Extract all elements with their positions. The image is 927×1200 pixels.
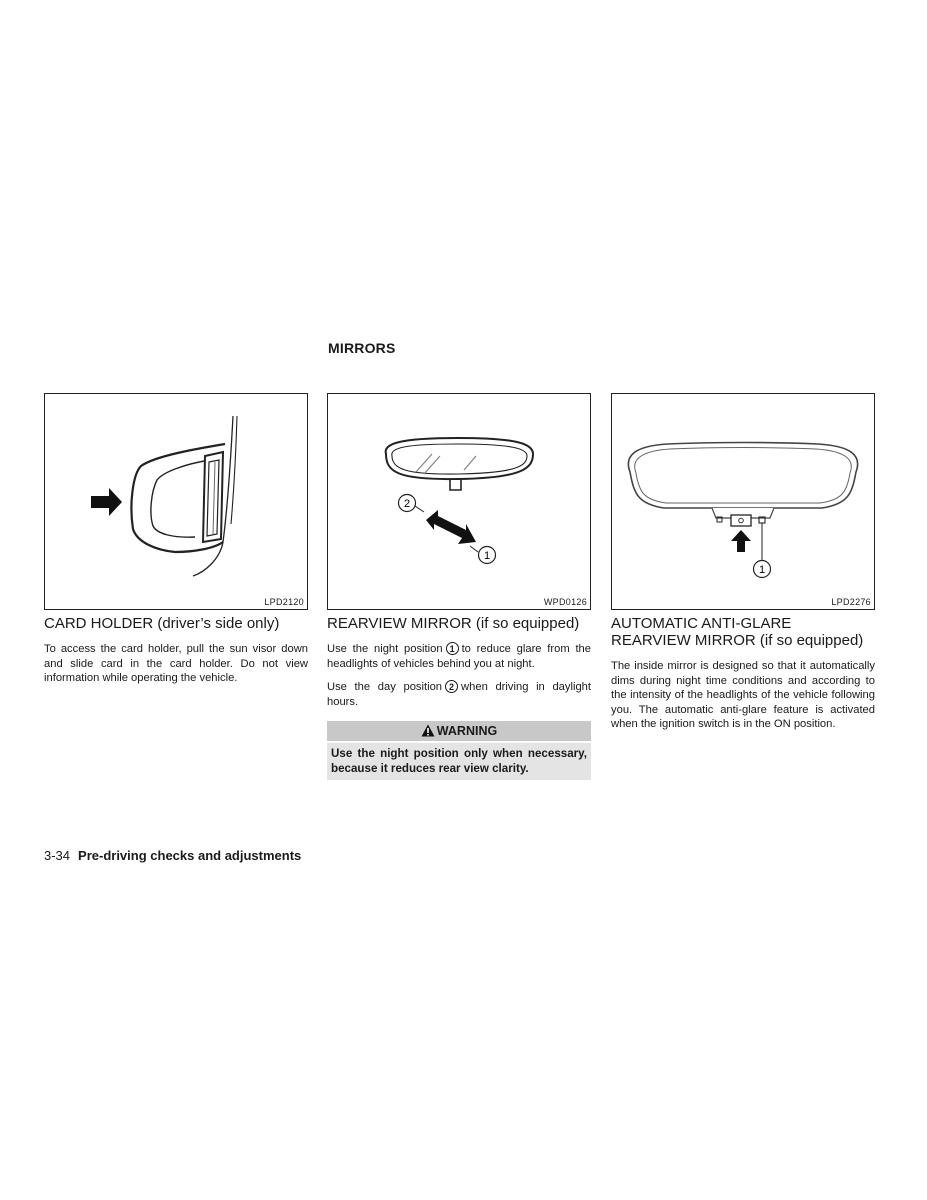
figure-code: LPD2120: [264, 597, 304, 607]
figure-code: WPD0126: [543, 597, 587, 607]
anti-glare-text: The inside mirror is designed so that it automatically dims during night time conditions and according to the intensity of the headlights of the vehicle following you. The automatic anti-glare feature is activated when the ignition switch is in the ON position.: [611, 660, 875, 730]
chapter-title: Pre-driving checks and adjustments: [78, 848, 302, 863]
rearview-mirror-column: [327, 393, 591, 780]
warning-text: Use the night position only when necessary, because it reduces rear view clarity.: [327, 743, 591, 780]
anti-glare-heading: [611, 615, 875, 649]
page-footer: [44, 848, 301, 863]
callout-1-label: 1: [758, 564, 766, 576]
anti-glare-heading-line1: AUTOMATIC ANTI-GLARE: [611, 615, 792, 632]
section-title: MIRRORS: [328, 340, 396, 356]
card-holder-text: To access the card holder, pull the sun visor down and slide card in the card holder. Do not view information while operating the vehicle.: [44, 643, 308, 684]
card-holder-heading: CARD HOLDER (driver’s side only): [44, 615, 280, 632]
night-position-text: [327, 642, 591, 671]
card-holder-column: [44, 393, 308, 686]
rearview-mirror-figure: [327, 393, 591, 610]
rearview-mirror-heading: REARVIEW MIRROR (if so equipped): [327, 615, 580, 632]
page-number: 3-34: [44, 848, 71, 863]
warning-icon: [421, 724, 435, 737]
day-text-after: when driving in daylight hours.: [327, 681, 592, 708]
callout-1-marker: 1: [446, 642, 459, 655]
figure-code: LPD2276: [831, 597, 871, 607]
anti-glare-figure: [611, 393, 875, 610]
night-text-before: Use the night position: [327, 643, 443, 655]
warning-header: [327, 721, 591, 741]
anti-glare-illustration: [612, 394, 874, 609]
callout-2-label: 2: [403, 498, 411, 510]
anti-glare-heading-line2: REARVIEW MIRROR (if so equipped): [611, 632, 864, 649]
rearview-mirror-illustration: [328, 394, 590, 609]
card-holder-figure: [44, 393, 308, 610]
card-holder-illustration: [45, 394, 307, 609]
callout-1-label: 1: [483, 550, 491, 562]
callout-2-marker: 2: [445, 680, 458, 693]
night-text-after: to reduce glare from the headlights of vehicles behind you at night.: [327, 643, 591, 670]
warning-title: WARNING: [436, 724, 498, 738]
day-text-before: Use the day position: [327, 681, 443, 693]
day-position-text: [327, 680, 591, 709]
anti-glare-column: [611, 393, 875, 732]
